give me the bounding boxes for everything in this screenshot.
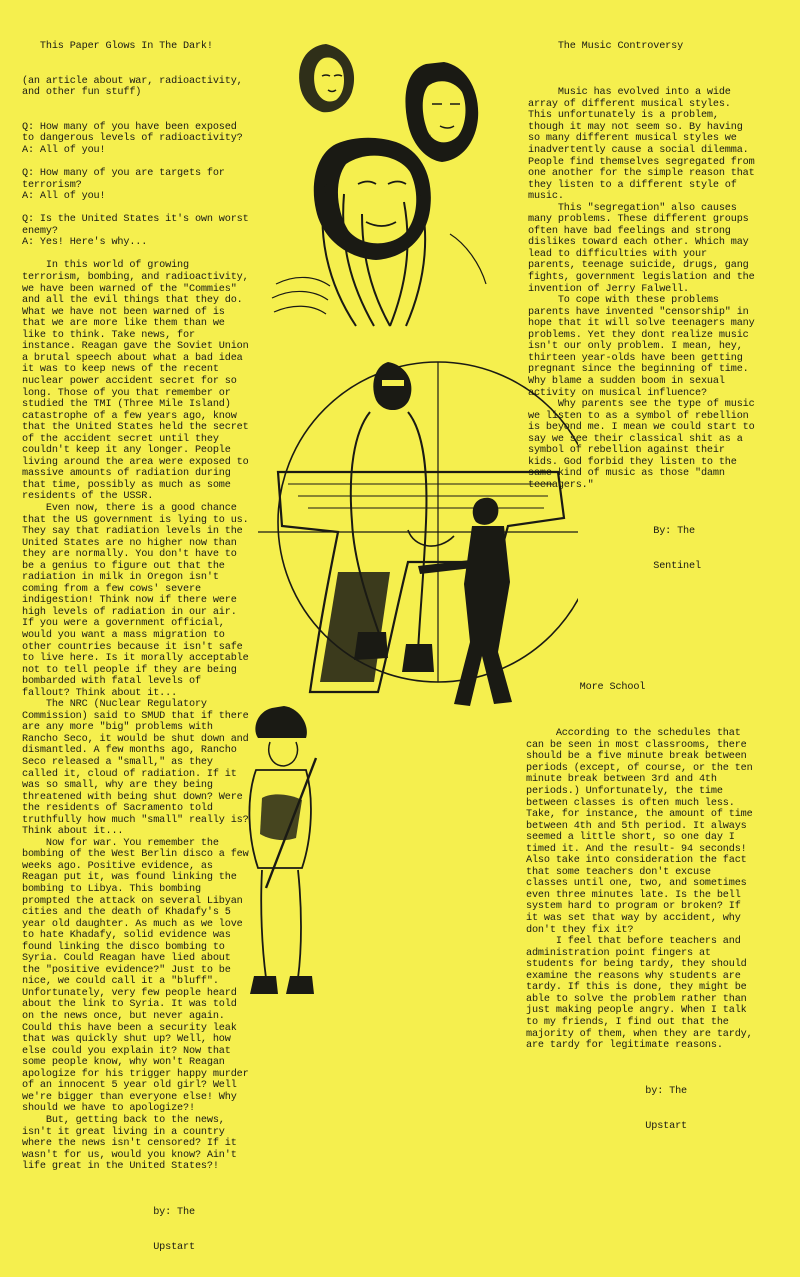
soldier-gun-illustration (258, 322, 578, 742)
text-line: Seco released a "small," as they (22, 757, 213, 768)
text-line: where the news isn't censored? If it (22, 1138, 237, 1150)
text-line: between classes is often much less. (526, 797, 735, 809)
byline-line-2: Sentinel (528, 560, 701, 572)
text-line: that was quickly shut up? Well, how (22, 1034, 231, 1046)
text-line: not to tell people if they are being (22, 664, 237, 676)
text-line: Why parents see the type of music (528, 399, 755, 411)
text-line: Q: Is the United States it's own worst (22, 214, 249, 226)
text-line: parents have invented "censorship" in (528, 306, 749, 318)
text-line: it was set that way by accident, why (526, 913, 741, 925)
text-line: long. Those of you that remember or (22, 387, 231, 399)
text-line: catastrophe of a few years ago, know (22, 410, 237, 422)
man-face-drawing (405, 62, 478, 162)
text-line: thirteen year-olds have been getting (528, 352, 743, 364)
text-line: cities and the death of Khadafy's 5 (22, 907, 231, 919)
helmeted-soldier-drawing (249, 706, 316, 994)
text-line: so many different musical styles we (528, 133, 737, 145)
text-line: A: All of you! (22, 191, 106, 203)
text-line: year old daughter. As much as we love (22, 918, 243, 930)
text-line: the residents of Sacramento told (22, 803, 213, 815)
text-line: periods.) Unfortunately, the time (526, 786, 723, 798)
text-line: Could this have been a security leak (22, 1022, 237, 1034)
text-line: often have bad feelings and strong (528, 225, 731, 237)
text-line: I feel that before teachers and (526, 936, 741, 948)
text-line: can be seen in most classrooms, there (526, 739, 747, 751)
text-line: bombing to Libya. This bombing (22, 884, 201, 896)
text-line: though it may not seem so. By having (528, 121, 743, 133)
text-line: The NRC (Nuclear Regulatory (22, 699, 207, 711)
text-line: we have been warned of the "Commies" (22, 283, 237, 295)
text-line: Think about it... (22, 826, 124, 838)
text-line: coming from a few cows' severe (22, 583, 201, 595)
text-line: studied the TMI (Three Mile Island) (22, 399, 231, 411)
byline-line-1: by: The (22, 1207, 195, 1219)
army-soldier-illustration (236, 698, 348, 998)
text-line: A: Yes! Here's why... (22, 237, 148, 249)
text-line: dismantled. A few months ago, Rancho (22, 745, 237, 757)
text-line: pregnant since the beginning of time. (528, 364, 749, 376)
article-title: The Music Controversy (528, 41, 684, 53)
text-line: periods (except, of course, or the ten (526, 762, 753, 774)
text-line: bombing of the West Berlin disco a few (22, 849, 249, 861)
text-line: and other fun stuff) (22, 87, 142, 99)
text-line: radiation in milk in Oregon isn't (22, 572, 219, 584)
text-line: was so small, why are they being (22, 780, 213, 792)
text-line: Q: How many of you have been exposed (22, 121, 237, 133)
text-line: problems. Yet they dont realize music (528, 329, 749, 341)
text-line: Commission) said to SMUD that if there (22, 710, 249, 722)
text-line: one another for the simple reason that (528, 168, 755, 180)
text-line: inadvertently cause a social dilemma. (528, 145, 749, 157)
text-line: same kind of music as those "damn (528, 468, 725, 480)
text-line: many problems. These different groups (528, 214, 749, 226)
text-line: on the news once, but never again. (22, 1011, 225, 1023)
text-line: should be a five minute break between (526, 751, 747, 763)
text-line: People find themselves segregated from (528, 156, 755, 168)
text-line: weeks ago. Positive evidence, as (22, 860, 213, 872)
text-line: enemy? (22, 225, 58, 237)
byline-line-2: Upstart (526, 1120, 688, 1132)
text-line: that we are more like them than we (22, 318, 225, 330)
text-line: called it, cloud of radiation. If it (22, 768, 237, 780)
text-line: be a genius to figure out that the (22, 560, 225, 572)
text-line: kids. God forbid they listen to the (528, 456, 737, 468)
text-line: administration point fingers at (526, 947, 711, 959)
text-line: fights, government legislation and the (528, 272, 755, 284)
text-line: they listen to a different style of (528, 179, 737, 191)
text-line: Music has evolved into a wide (528, 87, 731, 99)
text-line: some people know, why won't Reagan (22, 1057, 225, 1069)
text-line: Also take into consideration the fact (526, 855, 747, 867)
text-line: that the US government is lying to us. (22, 514, 249, 526)
text-line: classes until one, two, and sometimes (526, 878, 747, 890)
text-line: between 4th and 5th period. It always (526, 820, 747, 832)
text-line: couldn't keep it any longer. People (22, 445, 231, 457)
text-line: instance. Reagan gave the Soviet Union (22, 341, 249, 353)
text-line: Even now, there is a good chance (22, 502, 237, 514)
text-line: majority of them, when they are tardy, (526, 1028, 753, 1040)
text-line: array of different musical styles. (528, 98, 731, 110)
text-line: high levels of radiation in our air. (22, 606, 237, 618)
woman-face-drawing (299, 44, 354, 112)
text-line: able to solve the problem rather than (526, 993, 747, 1005)
text-line: found linking the disco bombing to (22, 941, 225, 953)
text-line: truthfully how much "small" really is? (22, 814, 249, 826)
text-line: don't they fix it? (526, 924, 634, 936)
text-line (22, 1173, 322, 1185)
text-line: they are normally. You don't have to (22, 549, 237, 561)
article-title: This Paper Glows In The Dark! (22, 41, 213, 53)
text-line: of an innocent 5 year old girl? Well (22, 1080, 237, 1092)
text-line: invention of Jerry Falwell. (528, 283, 690, 295)
text-line: terrorism? (22, 179, 82, 191)
text-line: If you were a government official, (22, 618, 225, 630)
text-line: lead to difficulties with your (528, 248, 707, 260)
text-line: hope that it will solve teenagers many (528, 318, 755, 330)
text-line: to hate Khadafy, solid evidence was (22, 930, 231, 942)
text-line: examine the reasons why students are (526, 970, 741, 982)
text-line: would you want a mass migration to (22, 629, 225, 641)
text-line: music. (528, 191, 564, 203)
text-line: In this world of growing (22, 260, 189, 272)
text-line: about the link to Syria. It was told (22, 999, 237, 1011)
text-line: prompted the attack on several Libyan (22, 895, 243, 907)
text-line: teenagers." (528, 479, 594, 491)
text-line: we listen to as a symbol of rebellion (528, 410, 749, 422)
text-line (526, 1052, 792, 1064)
text-line: should we have to apologize?! (22, 1103, 195, 1115)
text-line: activity on musical influence? (528, 387, 707, 399)
text-line: nuclear power accident secret for so (22, 375, 237, 387)
text-line: What we have not been warned of is (22, 306, 225, 318)
text-line: to dangerous levels of radioactivity? (22, 133, 243, 145)
text-line: is beyond me. I mean we could start to (528, 422, 755, 434)
text-line: the "positive evidence?" Just to be (22, 964, 231, 976)
text-line: Syria. Could Reagan have lied about (22, 953, 231, 965)
text-line: But, getting back to the news, (22, 1114, 225, 1126)
text-line: bombarded with fatal levels of (22, 676, 201, 688)
text-line: life great in the United States?! (22, 1161, 219, 1173)
text-line: are tardy for legitimate reasons. (526, 1040, 723, 1052)
text-line: of the accident secret until they (22, 433, 219, 445)
text-line: like to think. Take news, for (22, 329, 195, 341)
text-line: This unfortunately is a problem, (528, 110, 719, 122)
text-line: Q: How many of you are targets for (22, 168, 225, 180)
text-line: that the United States held the secret (22, 422, 249, 434)
text-line: Unfortunately, very few people heard (22, 987, 237, 999)
text-line: even three minutes late. Is the bell (526, 889, 741, 901)
text-line: symbol of rebellion against their (528, 445, 725, 457)
text-line: Reagan put it, was found linking the (22, 872, 237, 884)
text-line: Take, for instance, the amount of time (526, 809, 753, 821)
text-line: United States are no higher now than (22, 537, 237, 549)
text-line: threatened with being shut down? Were (22, 791, 243, 803)
text-line: living around the area were exposed to (22, 456, 249, 468)
text-line: fallout? Think about it... (22, 687, 178, 699)
text-line: timed it. And the result- 94 seconds! (526, 843, 747, 855)
text-line: wasn't for us, would you know? Ain't (22, 1149, 237, 1161)
text-line: to my friends, I find out that the (526, 1016, 729, 1028)
text-line: isn't our only problem. I mean, hey, (528, 341, 743, 353)
hands-face-drawing (272, 138, 486, 326)
text-line: system hard to program or broken? If (526, 901, 741, 913)
text-line: that some teachers don't excuse (526, 866, 711, 878)
text-line: terrorism, bombing, and radioactivity, (22, 272, 249, 284)
text-line: a brutal speech about what a bad idea (22, 352, 243, 364)
text-line: it was to keep news of the recent (22, 364, 219, 376)
text-line: A: All of you! (22, 145, 106, 157)
text-line: are any more "big" problems with (22, 722, 213, 734)
gunman-silhouette-drawing (418, 498, 512, 706)
text-line: residents of the USSR. (22, 491, 154, 503)
text-line: Why blame a sudden boom in sexual (528, 375, 725, 387)
text-line: indigestion! Think now if there were (22, 595, 237, 607)
text-line: parents, teenage suicide, drugs, gang (528, 260, 749, 272)
text-line (528, 76, 790, 88)
faces-illustration (266, 34, 528, 334)
byline-line-1: By: The (528, 526, 695, 538)
text-line: and all the evil things that they do. (22, 295, 243, 307)
text-line: isn't it great living in a country (22, 1126, 225, 1138)
text-line: To cope with these problems (528, 295, 719, 307)
text-line: minute break between 3rd and 4th (526, 774, 717, 786)
article-body (526, 717, 792, 1063)
text-line: students for being tardy, they should (526, 959, 747, 971)
text-line: nice, we could call it a "bluff". (22, 976, 219, 988)
text-line: Rancho Seco, it would be shut down and (22, 733, 249, 745)
text-line: seemed a little short, so one day I (526, 832, 735, 844)
text-line: other countries because it isn't safe (22, 641, 243, 653)
text-line: (an article about war, radioactivity, (22, 75, 243, 87)
text-line: massive amounts of radiation during (22, 468, 231, 480)
text-line: This "segregation" also causes (528, 202, 737, 214)
text-line: According to the schedules that (526, 728, 741, 740)
text-line: else could you explain it? Now that (22, 1045, 231, 1057)
text-line: to live here. Is it morally acceptable (22, 653, 249, 665)
text-line: that time, possibly as much as some (22, 479, 231, 491)
text-line: we're bigger than everyone else! Why (22, 1091, 237, 1103)
text-line: They say that radiation levels in the (22, 526, 243, 538)
text-line: apologize for his trigger happy murder (22, 1068, 249, 1080)
text-line: Now for war. You remember the (22, 837, 219, 849)
byline-line-1: by: The (526, 1086, 688, 1098)
text-line: just making people angry. When I talk (526, 1005, 747, 1017)
byline-line-2: Upstart (22, 1241, 195, 1253)
text-line: tardy. If this is done, they might be (526, 982, 747, 994)
text-line: dislikes toward each other. Which may (528, 237, 749, 249)
text-line: say we see their classical shit as a (528, 433, 743, 445)
article-title: More School (526, 682, 646, 694)
